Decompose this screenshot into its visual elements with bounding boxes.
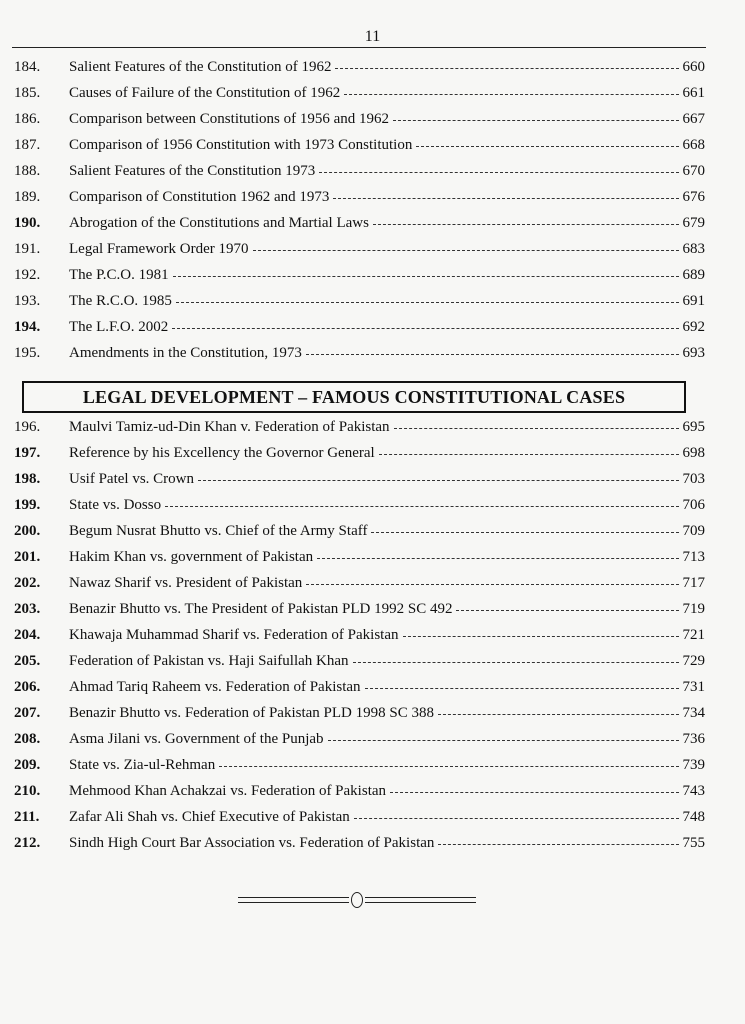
entry-number: 202. [14,575,41,591]
toc-entry[interactable] [0,106,745,132]
entry-title: Benazir Bhutto vs. Federation of Pakistan PLD 1998 SC 388 [69,705,434,721]
entry-page: 661 [682,85,705,101]
entry-page: 719 [682,601,705,617]
dot-leader [365,688,679,689]
entry-title: Federation of Pakistan vs. Haji Saifullah Khan [69,653,349,669]
entry-title: Comparison of 1956 Constitution with 1973 Constitution [69,137,413,153]
entry-page: 683 [682,241,705,257]
dot-leader [219,766,678,767]
entry-number: 207. [14,705,41,721]
toc-entry[interactable] [0,54,745,80]
entry-title: Zafar Ali Shah vs. Chief Executive of Pakistan [69,809,350,825]
dot-leader [416,146,678,147]
toc-entry[interactable] [0,622,745,648]
entry-number: 203. [14,601,41,617]
dot-leader [354,818,679,819]
toc-entry[interactable] [0,752,745,778]
toc-entry[interactable] [0,314,745,340]
toc-entry[interactable] [0,210,745,236]
toc-entry[interactable] [0,830,745,856]
entry-number: 200. [14,523,41,539]
dot-leader [172,328,678,329]
entry-number: 194. [14,319,41,335]
entry-title: The P.C.O. 1981 [69,267,169,283]
entry-title: Salient Features of the Constitution 1973 [69,163,316,179]
entry-number: 212. [14,835,41,851]
toc-entry[interactable] [0,674,745,700]
toc-entry[interactable] [0,466,745,492]
toc-entry[interactable] [0,492,745,518]
entry-page: 668 [682,137,705,153]
toc-entry[interactable] [0,570,745,596]
toc-entry[interactable] [0,414,745,440]
entry-number: 209. [14,757,41,773]
entry-title: Ahmad Tariq Raheem vs. Federation of Pakistan [69,679,361,695]
entry-number: 204. [14,627,41,643]
entry-page: 709 [682,523,705,539]
entry-page: 660 [682,59,705,75]
dot-leader [317,558,678,559]
entry-title: State vs. Zia-ul-Rehman [69,757,216,773]
dot-leader [306,584,678,585]
ornament-center [351,892,363,908]
dot-leader [328,740,679,741]
entry-title: Legal Framework Order 1970 [69,241,249,257]
dot-leader [173,276,679,277]
entry-number: 192. [14,267,41,283]
dot-leader [253,250,679,251]
entry-page: 729 [682,653,705,669]
toc-entry[interactable] [0,804,745,830]
toc-entry[interactable] [0,648,745,674]
dot-leader [176,302,679,303]
entry-title: Maulvi Tamiz-ud-Din Khan v. Federation of Pakistan [69,419,390,435]
dot-leader [319,172,678,173]
entry-page: 755 [682,835,705,851]
entry-title: Amendments in the Constitution, 1973 [69,345,302,361]
entry-page: 736 [682,731,705,747]
dot-leader [198,480,679,481]
page-number: 11 [364,28,381,45]
dot-leader [390,792,678,793]
entry-number: 184. [14,59,41,75]
entry-number: 208. [14,731,41,747]
entry-title: Hakim Khan vs. government of Pakistan [69,549,314,565]
toc-entry[interactable] [0,184,745,210]
toc-entry[interactable] [0,700,745,726]
entry-page: 670 [682,163,705,179]
entry-title: Begum Nusrat Bhutto vs. Chief of the Army Staff [69,523,368,539]
entry-page: 739 [682,757,705,773]
entry-page: 748 [682,809,705,825]
toc-entry[interactable] [0,288,745,314]
entry-page: 692 [682,319,705,335]
toc-entry[interactable] [0,518,745,544]
entry-number: 191. [14,241,41,257]
toc-entry[interactable] [0,132,745,158]
dot-leader [371,532,678,533]
entry-title: Asma Jilani vs. Government of the Punjab [69,731,324,747]
entry-title: Sindh High Court Bar Association vs. Federation of Pakistan [69,835,435,851]
toc-entry[interactable] [0,158,745,184]
dot-leader [165,506,678,507]
end-ornament [238,890,476,910]
entry-title: Khawaja Muhammad Sharif vs. Federation of Pakistan [69,627,399,643]
entry-number: 187. [14,137,41,153]
entry-number: 205. [14,653,41,669]
entry-number: 211. [14,809,40,825]
dot-leader [333,198,678,199]
entry-page: 698 [682,445,705,461]
entry-page: 721 [682,627,705,643]
entry-number: 188. [14,163,41,179]
toc-entry[interactable] [0,726,745,752]
ornament-line-right [365,897,476,903]
entry-page: 676 [682,189,705,205]
entry-page: 717 [682,575,705,591]
entry-title: Abrogation of the Constitutions and Martial Laws [69,215,369,231]
section-heading: LEGAL DEVELOPMENT – FAMOUS CONSTITUTIONAL CASES [22,381,686,413]
entry-number: 199. [14,497,41,513]
toc-entry[interactable] [0,80,745,106]
toc-entry[interactable] [0,236,745,262]
entry-number: 195. [14,345,41,361]
entry-title: Reference by his Excellency the Governor General [69,445,375,461]
toc-entry[interactable] [0,778,745,804]
entry-number: 196. [14,419,41,435]
dot-leader [394,428,679,429]
dot-leader [403,636,679,637]
dot-leader [379,454,679,455]
entry-number: 185. [14,85,41,101]
dot-leader [456,610,678,611]
toc-entry[interactable] [0,596,745,622]
entry-number: 190. [14,215,41,231]
entry-number: 210. [14,783,41,799]
entry-number: 197. [14,445,41,461]
toc-entry[interactable] [0,440,745,466]
entry-page: 734 [682,705,705,721]
dot-leader [344,94,678,95]
toc-entry[interactable] [0,340,745,366]
entry-title: Salient Features of the Constitution of 1962 [69,59,332,75]
entry-number: 186. [14,111,41,127]
entry-page: 703 [682,471,705,487]
entry-page: 743 [682,783,705,799]
entry-number: 198. [14,471,41,487]
dot-leader [353,662,679,663]
entry-title: Nawaz Sharif vs. President of Pakistan [69,575,303,591]
entry-page: 691 [682,293,705,309]
ornament-line-left [238,897,349,903]
header-rule [12,47,706,48]
entry-title: Comparison between Constitutions of 1956 and 1962 [69,111,389,127]
entry-number: 193. [14,293,41,309]
entry-number: 206. [14,679,41,695]
entry-page: 695 [682,419,705,435]
entry-title: State vs. Dosso [69,497,162,513]
entry-number: 201. [14,549,41,565]
entry-title: Comparison of Constitution 1962 and 1973 [69,189,330,205]
entry-number: 189. [14,189,41,205]
dot-leader [393,120,679,121]
entry-page: 693 [682,345,705,361]
entry-page: 689 [682,267,705,283]
entry-title: Usif Patel vs. Crown [69,471,194,487]
dot-leader [438,844,678,845]
entry-page: 667 [682,111,705,127]
dot-leader [306,354,679,355]
entry-page: 679 [682,215,705,231]
entry-title: Causes of Failure of the Constitution of 1962 [69,85,341,101]
entry-page: 713 [682,549,705,565]
toc-entry[interactable] [0,262,745,288]
entry-title: The R.C.O. 1985 [69,293,172,309]
entry-page: 731 [682,679,705,695]
entry-title: Benazir Bhutto vs. The President of Pakistan PLD 1992 SC 492 [69,601,453,617]
dot-leader [335,68,678,69]
entry-title: The L.F.O. 2002 [69,319,169,335]
dot-leader [438,714,679,715]
dot-leader [373,224,679,225]
entry-title: Mehmood Khan Achakzai vs. Federation of Pakistan [69,783,387,799]
entry-page: 706 [682,497,705,513]
toc-entry[interactable] [0,544,745,570]
